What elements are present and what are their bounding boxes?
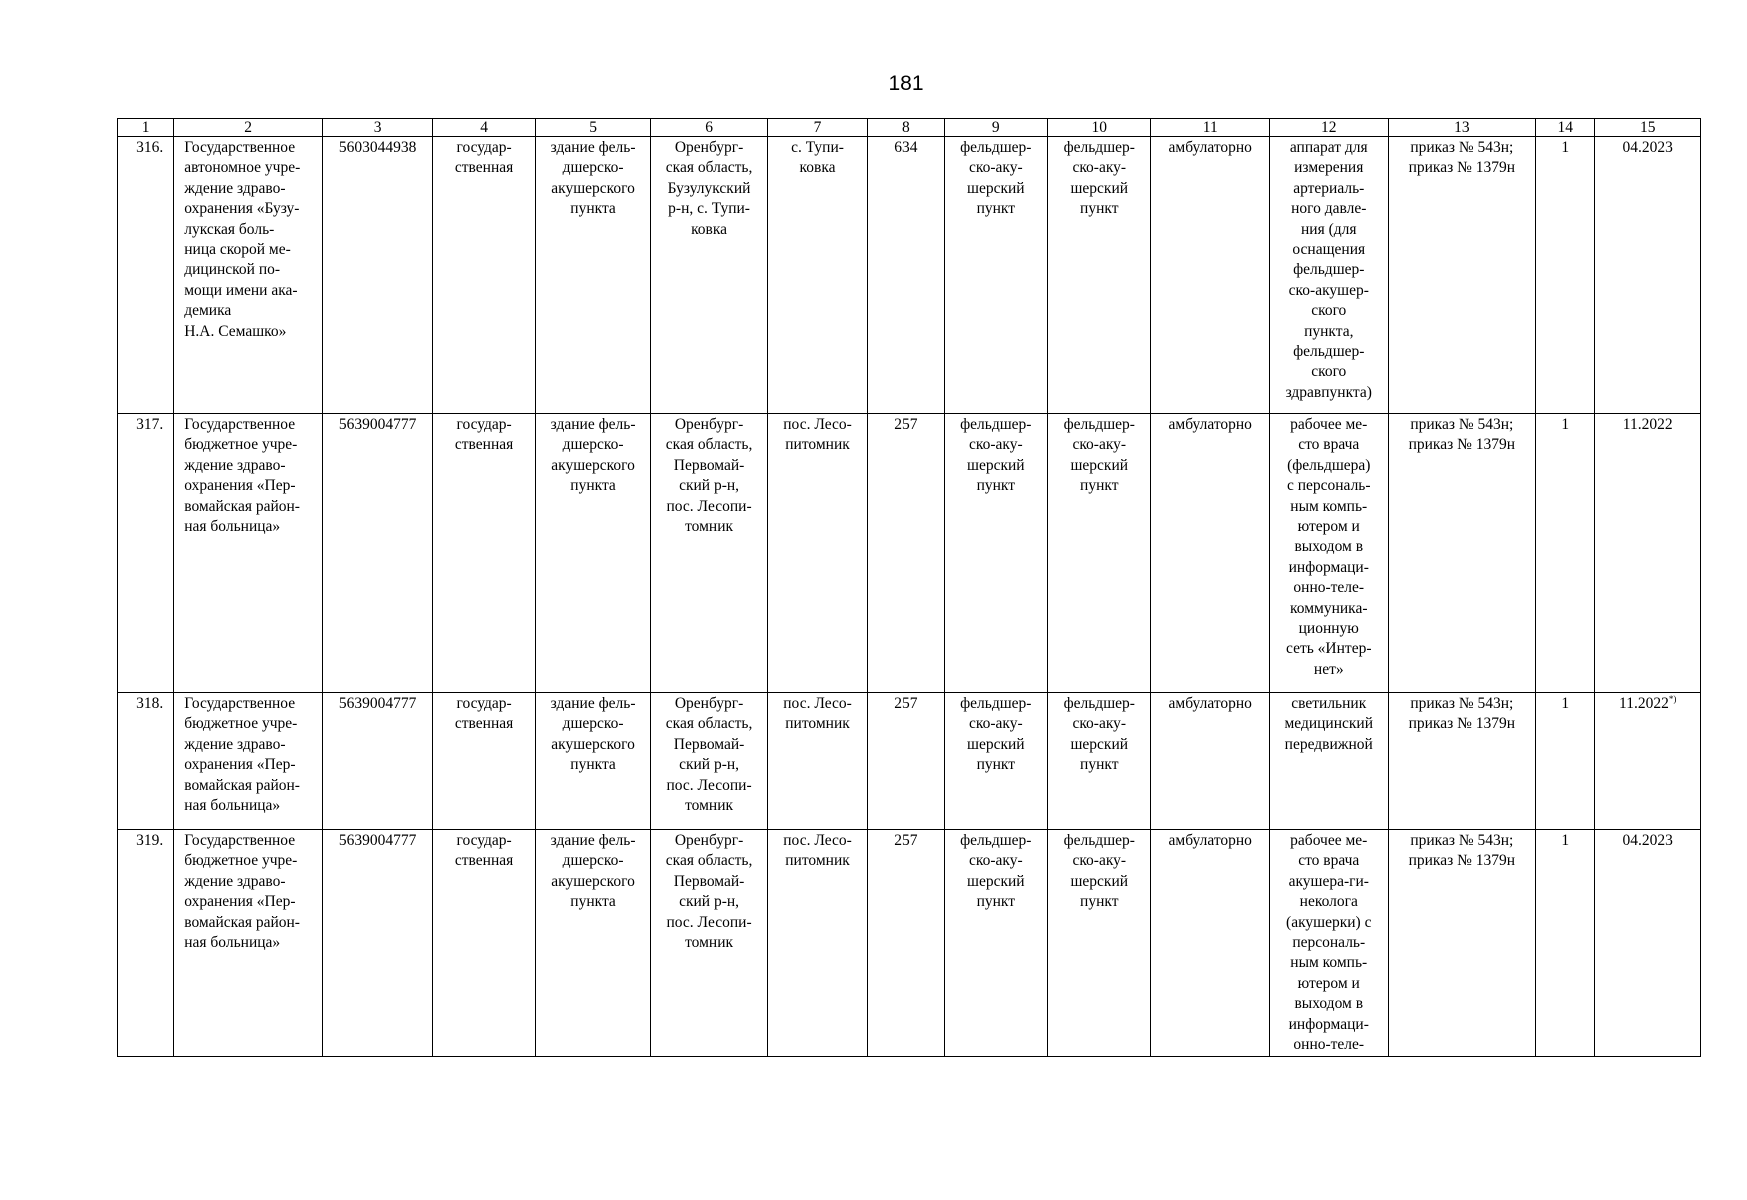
inn-code: 5603044938 xyxy=(322,137,432,414)
equipment-name: рабочее ме- сто врача акушера-ги- неколога (акушерки) с персональ- ным компь- ютером и выходом в информаци- онно-теле- xyxy=(1270,830,1389,1057)
page-number: 181 xyxy=(888,72,924,95)
inn-code: 5639004777 xyxy=(322,693,432,830)
unit-type: фельдшер- ско-аку- шерский пункт xyxy=(944,137,1047,414)
quantity: 1 xyxy=(1536,830,1595,1057)
column-number: 2 xyxy=(174,119,323,137)
order-reference: приказ № 543н; приказ № 1379н xyxy=(1388,830,1536,1057)
date-cell xyxy=(1595,414,1701,693)
unit-type: фельдшер- ско-аку- шерский пункт xyxy=(944,830,1047,1057)
column-number: 12 xyxy=(1270,119,1389,137)
table-row xyxy=(118,693,1701,830)
population: 257 xyxy=(868,414,944,693)
column-number: 15 xyxy=(1595,119,1701,137)
care-form: амбулаторно xyxy=(1151,693,1270,830)
ownership-type: государ- ственная xyxy=(433,137,535,414)
column-number: 8 xyxy=(868,119,944,137)
date-cell xyxy=(1595,137,1701,414)
column-number: 3 xyxy=(322,119,432,137)
quantity: 1 xyxy=(1536,137,1595,414)
settlement: с. Тупи- ковка xyxy=(767,137,867,414)
table-row xyxy=(118,414,1701,693)
ownership-type: государ- ственная xyxy=(433,693,535,830)
date: 04.2023 xyxy=(1622,832,1673,849)
column-number: 9 xyxy=(944,119,1047,137)
registry-table xyxy=(117,118,1701,1057)
unit-type-secondary: фельдшер- ско-аку- шерский пункт xyxy=(1048,137,1151,414)
column-number: 14 xyxy=(1536,119,1595,137)
care-form: амбулаторно xyxy=(1151,137,1270,414)
equipment-name: аппарат для измерения артериаль- ного давле- ния (для оснащения фельдшер- ско-акушер- ского пункта, фельдшер- ского здравпункта) xyxy=(1270,137,1389,414)
address: Оренбург- ская область, Первомай- ский р-н, пос. Лесопи- томник xyxy=(651,830,768,1057)
column-number: 5 xyxy=(535,119,651,137)
institution-name: Государственное автономное учре- ждение здраво- охранения «Бузу- лукская боль- ница скорой ме- дицинской по- мощи имени ака- демика Н.А. Семашко» xyxy=(174,137,323,414)
building-type: здание фель- дшерско- акушерского пункта xyxy=(535,830,651,1057)
column-number: 4 xyxy=(433,119,535,137)
unit-type-secondary: фельдшер- ско-аку- шерский пункт xyxy=(1048,693,1151,830)
date: 11.2022 xyxy=(1619,695,1669,712)
institution-name: Государственное бюджетное учре- ждение здраво- охранения «Пер- вомайская район- ная больница» xyxy=(174,830,323,1057)
order-reference: приказ № 543н; приказ № 1379н xyxy=(1388,414,1536,693)
equipment-name: светильник медицинский передвижной xyxy=(1270,693,1389,830)
column-number: 6 xyxy=(651,119,768,137)
address: Оренбург- ская область, Первомай- ский р-н, пос. Лесопи- томник xyxy=(651,693,768,830)
row-number: 317. xyxy=(118,414,174,693)
date: 11.2022 xyxy=(1622,416,1673,433)
unit-type-secondary: фельдшер- ско-аку- шерский пункт xyxy=(1048,830,1151,1057)
table-row xyxy=(118,830,1701,1057)
row-number: 318. xyxy=(118,693,174,830)
date: 04.2023 xyxy=(1622,139,1673,156)
unit-type: фельдшер- ско-аку- шерский пункт xyxy=(944,693,1047,830)
column-number-row xyxy=(118,119,1701,137)
address: Оренбург- ская область, Бузулукский р-н, с. Тупи- ковка xyxy=(651,137,768,414)
table-header xyxy=(118,119,1701,137)
column-number: 11 xyxy=(1151,119,1270,137)
address: Оренбург- ская область, Первомай- ский р-н, пос. Лесопи- томник xyxy=(651,414,768,693)
settlement: пос. Лесо- питомник xyxy=(767,693,867,830)
settlement: пос. Лесо- питомник xyxy=(767,830,867,1057)
population: 257 xyxy=(868,693,944,830)
population: 257 xyxy=(868,830,944,1057)
date-footnote: *) xyxy=(1668,693,1677,704)
equipment-name: рабочее ме- сто врача (фельдшера) с персональ- ным компь- ютером и выходом в информаци- онно-теле- коммуника- ционную сеть «Интер- нет» xyxy=(1270,414,1389,693)
institution-name: Государственное бюджетное учре- ждение здраво- охранения «Пер- вомайская район- ная больница» xyxy=(174,693,323,830)
order-reference: приказ № 543н; приказ № 1379н xyxy=(1388,693,1536,830)
ownership-type: государ- ственная xyxy=(433,414,535,693)
unit-type: фельдшер- ско-аку- шерский пункт xyxy=(944,414,1047,693)
unit-type-secondary: фельдшер- ско-аку- шерский пункт xyxy=(1048,414,1151,693)
building-type: здание фель- дшерско- акушерского пункта xyxy=(535,137,651,414)
quantity: 1 xyxy=(1536,414,1595,693)
date-cell xyxy=(1595,830,1701,1057)
row-number: 319. xyxy=(118,830,174,1057)
date-cell xyxy=(1595,693,1701,830)
institution-name: Государственное бюджетное учре- ждение здраво- охранения «Пер- вомайская район- ная больница» xyxy=(174,414,323,693)
building-type: здание фель- дшерско- акушерского пункта xyxy=(535,693,651,830)
building-type: здание фель- дшерско- акушерского пункта xyxy=(535,414,651,693)
population: 634 xyxy=(868,137,944,414)
ownership-type: государ- ственная xyxy=(433,830,535,1057)
row-number: 316. xyxy=(118,137,174,414)
quantity: 1 xyxy=(1536,693,1595,830)
column-number: 7 xyxy=(767,119,867,137)
inn-code: 5639004777 xyxy=(322,830,432,1057)
inn-code: 5639004777 xyxy=(322,414,432,693)
care-form: амбулаторно xyxy=(1151,830,1270,1057)
table-row xyxy=(118,137,1701,414)
column-number: 10 xyxy=(1048,119,1151,137)
column-number: 13 xyxy=(1388,119,1536,137)
settlement: пос. Лесо- питомник xyxy=(767,414,867,693)
column-number: 1 xyxy=(118,119,174,137)
care-form: амбулаторно xyxy=(1151,414,1270,693)
order-reference: приказ № 543н; приказ № 1379н xyxy=(1388,137,1536,414)
